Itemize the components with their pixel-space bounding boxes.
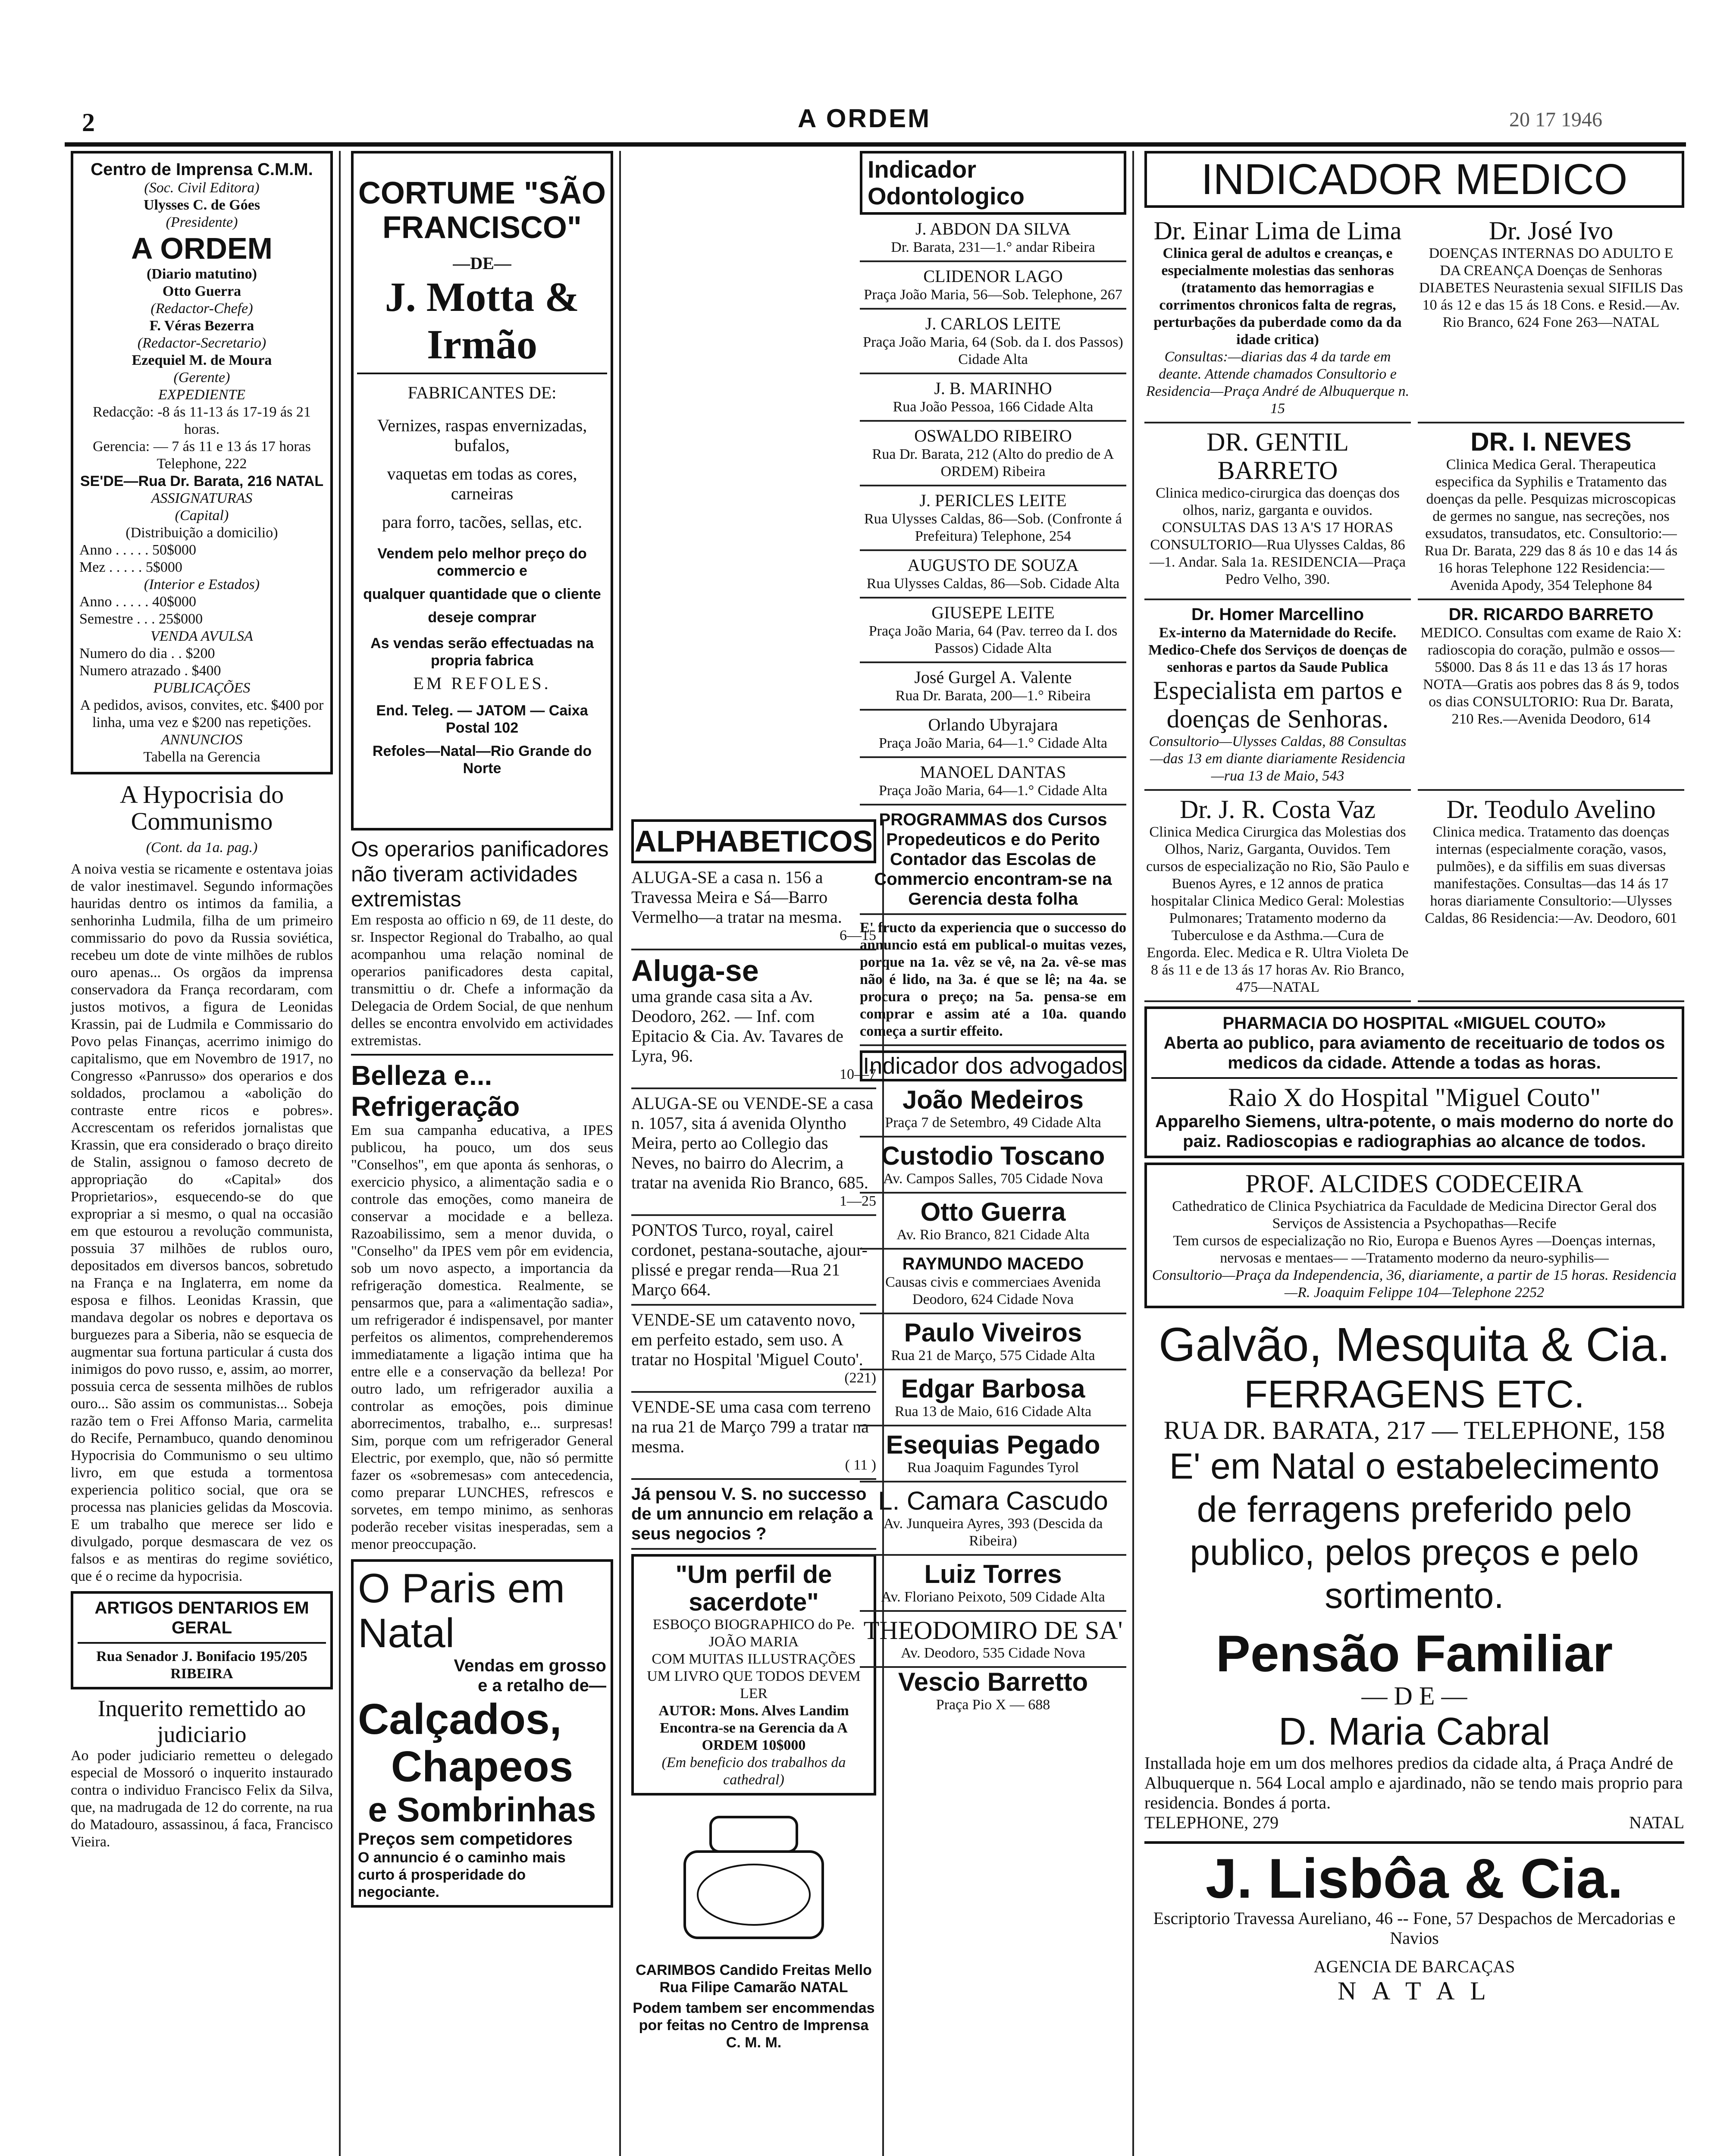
codeceira-office: Consultorio—Praça da Independencia, 36, diariamente, a partir de 15 horas. Residencia—R. Joaquim Felippe 104—Telephone 2252 (1152, 1267, 1677, 1300)
column-1 (65, 151, 341, 2156)
lawyer-3: Otto Guerra (920, 1197, 1066, 1226)
dental-directory-title: Indicador Odontologico (860, 151, 1126, 215)
stamp-ad (631, 1804, 876, 2051)
single-sale-heading: VENDA AVULSA (150, 628, 253, 644)
lawyer-3-address: Av. Rio Branco, 821 Cidade Alta (896, 1227, 1090, 1243)
dentist-9: José Gurgel A. Valente (914, 667, 1072, 687)
publications-text: A pedidos, avisos, convites, etc. $400 por linha, uma vez e $200 nas repetições. (80, 697, 324, 730)
dentist-3-address: Praça João Maria, 64 (Sob. da I. dos Passos) Cidade Alta (863, 334, 1123, 367)
tannery-sell-2: qualquer quantidade que o cliente (363, 586, 601, 602)
article-continued: (Cont. da 1a. pag.) (146, 840, 258, 856)
doctor-7: Dr. J. R. Costa Vaz (1180, 795, 1376, 824)
lawyer-8: L. Camara Cascudo (878, 1486, 1108, 1515)
book-price: Encontra-se na Gerencia da A ORDEM 10$000 (660, 1720, 848, 1753)
dentist-10-address: Praça João Maria, 64—1.° Cidade Alta (878, 735, 1108, 751)
doctor-1-specialty: Clinica geral de adultos e creanças, e especialmente molestias das senhoras (tratamento das hemorragias e corrimentos chronicos falta de regras, perturbações da puberdade como da da idade critica) (1153, 245, 1402, 348)
dental-ad-title: ARTIGOS DENTARIOS EM GERAL (94, 1598, 309, 1637)
lawyer-9: Luiz Torres (924, 1560, 1062, 1589)
classified-6-code: ( 11 ) (845, 1457, 876, 1473)
distribution-label: (Distribuição a domicilio) (125, 525, 278, 541)
tannery-line-3: para forro, tacões, sellas, etc. (382, 512, 583, 532)
lawyer-10: THEODOMIRO DE SA' (863, 1616, 1123, 1645)
issue-date: 20 17 1946 (1509, 108, 1602, 131)
lawyer-6: Edgar Barbosa (901, 1374, 1085, 1403)
dentist-7: AUGUSTO DE SOUZA (907, 555, 1079, 575)
pensao-owner: D. Maria Cabral (1278, 1710, 1551, 1753)
dentist-3: J. CARLOS LEITE (925, 314, 1061, 333)
secretary-name: F. Véras Bezerra (149, 318, 254, 334)
tannery-ad (351, 151, 613, 830)
galvao-ad (1144, 1317, 1684, 1617)
dentist-4: J. B. MARINHO (934, 379, 1052, 398)
book-author: AUTOR: Mons. Alves Landim (658, 1703, 849, 1719)
header-rule (65, 142, 1686, 147)
lawyer-9-address: Av. Floriano Peixoto, 509 Cidade Alta (881, 1589, 1105, 1605)
codeceira-ad (1144, 1163, 1684, 1308)
price-semester: Semestre . . . 25$000 (79, 611, 203, 627)
masthead-box (71, 151, 333, 774)
dentist-9-address: Rua Dr. Barata, 200—1.° Ribeira (895, 688, 1091, 704)
president-role: (Presidente) (166, 214, 238, 230)
dentist-1-address: Dr. Barata, 231—1.° andar Ribeira (891, 239, 1095, 255)
galvao-tagline: FERRAGENS ETC. (1244, 1373, 1585, 1416)
lawyer-10-address: Av. Deodoro, 535 Cidade Nova (901, 1645, 1085, 1661)
lawyer-1-address: Praça 7 de Setembro, 49 Cidade Alta (885, 1115, 1101, 1131)
stamp-text: CARIMBOS Candido Freitas Mello Rua Filipe Camarão NATAL (636, 1962, 872, 1996)
pensao-telephone: TELEPHONE, 279 (1144, 1813, 1279, 1832)
lawyer-7-address: Rua Joaquim Fagundes Tyrol (907, 1460, 1079, 1476)
expediente-heading: EXPEDIENTE (158, 387, 246, 403)
doctor-1-hours: Consultas:—diarias das 4 da tarde em deante. Attende chamados Consultorio e Residencia—Praça André de Albuquerque n. 15 (1146, 349, 1410, 417)
doctor-2-details: DOENÇAS INTERNAS DO ADULTO E DA CREANÇA Doenças de Senhoras DIABETES Neurastenia sexual SIFILIS Das 10 ás 12 e das 15 ás 18 Cons. e Resid.—Av. Rio Branco, 624 Fone 263—NATAL (1419, 245, 1683, 330)
codeceira-name: PROF. ALCIDES CODECEIRA (1245, 1169, 1583, 1198)
dentist-4-address: Rua João Pessoa, 166 Cidade Alta (893, 399, 1094, 415)
tannery-line-1: Vernizes, raspas envernizadas, bufalos, (377, 416, 587, 455)
lawyer-7: Esequias Pegado (886, 1430, 1100, 1459)
management-hours: Gerencia: — 7 ás 11 e 13 ás 17 horas (93, 439, 311, 454)
printer-sub: (Soc. Civil Editora) (144, 180, 260, 196)
classified-5: VENDE-SE um catavento novo, em perfeito estado, sem uso. A tratar no Hospital 'Miguel Couto'. (631, 1310, 863, 1369)
tannery-sell-1: Vendem pelo melhor preço do commercio e (377, 545, 587, 579)
paris-retail: e a retalho de— (478, 1676, 606, 1695)
dentist-5: OSWALDO RIBEIRO (914, 426, 1072, 445)
lawyer-11: Vescio Barretto (898, 1667, 1088, 1696)
tannery-owner: J. Motta & Irmão (385, 274, 580, 367)
doctor-4: DR. I. NEVES (1470, 427, 1632, 456)
lawyer-1: João Medeiros (902, 1085, 1084, 1114)
lawyer-11-address: Praça Pio X — 688 (936, 1697, 1050, 1713)
dentist-1: J. ABDON DA SILVA (915, 219, 1071, 238)
paris-title-2: Natal (358, 1610, 455, 1656)
printer-name: Centro de Imprensa C.M.M. (91, 160, 313, 179)
dentist-5-address: Rua Dr. Barata, 212 (Alto do predio de A ORDEM) Ribeira (872, 446, 1114, 479)
xray-text: Apparelho Siemens, ultra-potente, o mais moderno do norte do paiz. Radioscopias e radiographias ao alcance de todos. (1155, 1112, 1674, 1151)
lawyer-4: RAYMUNDO MACEDO (902, 1254, 1084, 1273)
column-4 (854, 151, 1134, 2156)
paris-prices: Preços sem competidores (358, 1830, 573, 1849)
doctor-8-details: Clinica medica. Tratamento das doenças internas (especialmente coração, vasos, pulmões), e da siffilis em suas diversas manifestações. Consultas—das 14 ás 17 horas diariamente Consultorio:—Ulysses Caldas, 86 Residencia:—Av. Deodoro, 601 (1425, 824, 1677, 926)
capital-label: (Capital) (175, 508, 229, 523)
price-today: Numero do dia . . $200 (79, 646, 215, 661)
interior-label: (Interior e Estados) (144, 577, 260, 592)
pharmacy-text: Aberta ao publico, para aviamento de receituario de todos os medicos da cidade. Attende a todas as horas. (1163, 1034, 1665, 1072)
column-3 (625, 819, 884, 2156)
address: SE'DE—Rua Dr. Barata, 216 NATAL (80, 473, 324, 489)
classified-3-code: 1—25 (840, 1193, 876, 1209)
lawyer-2: Custodio Toscano (881, 1141, 1105, 1170)
lisboa-city: N A T A L (1338, 1977, 1491, 2005)
paris-ad (351, 1559, 613, 1908)
tannery-title: CORTUME "SÃO FRANCISCO" (358, 176, 606, 245)
programs-notice: PROGRAMMAS dos Cursos Propedeuticos e do Perito Contador das Escolas de Commercio encontram-se na Gerencia desta folha (860, 805, 1126, 915)
doctor-5-specialty: Especialista em partos e doenças de Senhoras. (1153, 676, 1403, 733)
tannery-line-2: vaquetas em todas as cores, carneiras (387, 464, 577, 503)
book-illustrations: COM MUITAS ILLUSTRAÇÕES (652, 1651, 856, 1667)
classified-7: Já pensou V. S. no successo de um annuncio em relação a seus negocios ? (631, 1480, 876, 1550)
book-tagline: UM LIVRO QUE TODOS DEVEM LER (647, 1668, 861, 1702)
doctor-2: Dr. José Ivo (1489, 216, 1614, 245)
paris-wholesale: Vendas em grosso (454, 1656, 606, 1675)
pharmacy-title: PHARMACIA DO HOSPITAL «MIGUEL COUTO» (1222, 1014, 1606, 1033)
doctor-5-credentials: Ex-interno da Maternidade do Recife. Medico-Chefe dos Serviços de doenças de senhoras e partos da Saude Publica (1148, 625, 1407, 675)
paris-umbrellas: e Sombrinhas (368, 1790, 596, 1829)
paris-shoes: Calçados, (358, 1695, 562, 1743)
galvao-slogan: E' em Natal o estabelecimento de ferragens preferido pelo publico, pelos preços e pelo sortimento. (1169, 1446, 1660, 1616)
pensao-city: NATAL (1629, 1813, 1684, 1832)
doctor-8: Dr. Teodulo Avelino (1446, 795, 1656, 824)
classified-2-code: 10—7 (840, 1066, 876, 1082)
dentist-8: GIUSEPE LEITE (931, 603, 1055, 622)
publications-heading: PUBLICAÇÕES (153, 680, 251, 696)
book-subtitle: ESBOÇO BIOGRAPHICO do Pe. JOÃO MARIA (652, 1617, 855, 1650)
article-hypocrisia-title: A Hypocrisia do Communismo (119, 780, 284, 835)
telephone: Telephone, 222 (157, 456, 247, 472)
doctor-5: Dr. Homer Marcellino (1191, 605, 1364, 624)
tannery-sell-5: EM REFOLES. (413, 674, 551, 693)
dentist-11-address: Praça João Maria, 64—1.° Cidade Alta (878, 783, 1108, 799)
price-year-interior: Anno . . . . . 40$000 (79, 594, 197, 610)
lisboa-ad (1144, 1841, 1684, 2005)
belleza-title: Belleza e... Refrigeração (351, 1060, 520, 1122)
doctor-1: Dr. Einar Lima de Lima (1153, 216, 1402, 245)
classified-6: VENDE-SE uma casa com terreno na rua 21 de Março 799 a tratar na mesma. (631, 1397, 871, 1456)
book-ad (631, 1554, 876, 1796)
subscriptions-heading: ASSIGNATURAS (151, 490, 253, 506)
paper-sub: (Diario matutino) (147, 266, 257, 282)
classified-2: uma grande casa sita a Av. Deodoro, 262. — Inf. com Epitacio & Cia. Av. Tavares de Lyra, 96. (631, 987, 843, 1065)
manager-name: Ezequiel M. de Moura (132, 352, 272, 368)
dental-ad (71, 1591, 333, 1689)
dentist-7-address: Rua Ulysses Caldas, 86—Sob. Cidade Alta (866, 576, 1120, 592)
paris-title-1: O Paris em (358, 1565, 565, 1611)
ads-heading: ANNUNCIOS (161, 732, 243, 748)
dentist-6-address: Rua Ulysses Caldas, 86—Sob. (Confronte á Prefeitura) Telephone, 254 (864, 511, 1122, 544)
codeceira-credentials: Cathedratico de Clinica Psychiatrica da Faculdade de Medicina Director Geral dos Serviços de Assistencia a Psychopathas—Recife (1172, 1198, 1657, 1232)
doctor-4-details: Clinica Medica Geral. Therapeutica especifica da Syphilis e Tratamento das doenças da pelle. Pesquizas microscopicas de germes no sangue, nas secreções, nos exsudatos, transudatos, etc. Consultorio:—Rua Dr. Barata, 229 das 8 ás 10 e das 14 ás 16 horas Telephone 122 Residencia:—Avenida Apody, 354 Telephone 84 (1424, 457, 1678, 593)
lawyer-6-address: Rua 13 de Maio, 616 Cidade Alta (894, 1404, 1092, 1420)
xray-title: Raio X do Hospital "Miguel Couto" (1228, 1083, 1601, 1112)
tannery-contact: End. Teleg. — JATOM — Caixa Postal 102 (376, 702, 588, 736)
price-year-capital: Anno . . . . . 50$000 (79, 542, 197, 558)
paper-name: A ORDEM (131, 232, 273, 265)
redaction-hours: Redacção: -8 ás 11-13 ás 17-19 ás 21 horas. (93, 404, 311, 437)
medical-directory-title: INDICADOR MEDICO (1144, 151, 1684, 208)
column-2 (345, 151, 621, 2156)
lawyer-2-address: Av. Campos Salles, 705 Cidade Nova (883, 1171, 1103, 1187)
lawyers-title: Indicador dos advogados (860, 1050, 1126, 1081)
stamp-illustration-icon (659, 1804, 849, 1959)
ads-table-note: Tabella na Gerencia (143, 749, 260, 765)
pensao-de: — D E — (1361, 1682, 1467, 1710)
lawyer-5-address: Rua 21 de Março, 575 Cidade Alta (891, 1348, 1095, 1363)
price-month: Mez . . . . . 5$000 (79, 559, 182, 575)
inquiry-body: Ao poder judiciario remetteu o delegado especial de Mossoró o inquerito instaurado contra o individuo Francisco Felix da Silva, que, na madrugada de 12 do corrente, na rua do Matadouro, assassinou, á faca, Francisco Vieira. (71, 1748, 333, 1850)
editor-role: (Redactor-Chefe) (150, 301, 253, 317)
paris-hats: Chapeos (391, 1742, 573, 1791)
stamp-order-note: Podem tambem ser encommendas por feitas no Centro de Imprensa C. M. M. (633, 2000, 875, 2051)
book-title: "Um perfil de sacerdote" (675, 1561, 832, 1616)
classified-5-code: (221) (844, 1370, 876, 1386)
doctor-3: DR. GENTIL BARRETO (1206, 428, 1349, 485)
pensao-ad (1144, 1626, 1684, 1833)
lawyer-4-address: Causas civis e commerciaes Avenida Deodoro, 624 Cidade Nova (885, 1274, 1101, 1307)
lisboa-agency: AGENCIA DE BARCAÇAS (1313, 1957, 1515, 1976)
tannery-sell-4: As vendas serão effectuadas na propria fabrica (370, 635, 594, 669)
price-back-issue: Numero atrazado . $400 (79, 663, 221, 679)
dentist-11: MANOEL DANTAS (920, 762, 1066, 782)
inquiry-title: Inquerito remettido ao judiciario (97, 1695, 306, 1747)
dental-ad-address: Rua Senador J. Bonifacio 195/205 RIBEIRA (96, 1648, 307, 1682)
classified-4: PONTOS Turco, royal, cairel cordonet, pestana-soutache, ajour-plissé e pregar renda—Rua 21 Março 664. (631, 1220, 868, 1299)
classified-3: ALUGA-SE ou VENDE-SE a casa n. 1057, sita á avenida Olyntho Meira, perto ao Collegio das Neves, no bairro do Alecrim, a tratar na avenida Rio Branco, 685. (631, 1094, 874, 1192)
tannery-makers: FABRICANTES DE: (407, 383, 557, 402)
column-5 (1138, 151, 1690, 2156)
page-number: 2 (82, 108, 95, 137)
lawyer-8-address: Av. Junqueira Ayres, 393 (Descida da Ribeira) (883, 1516, 1103, 1549)
doctor-6-details: MEDICO. Consultas com exame de Raio X: radioscopia do coração, pulmão e ossos— 5$000. Das 8 ás 11 e das 13 ás 17 horas NOTA—Gratis aos pobres das 8 ás 9, todos os dias CONSULTORIO: Rua Dr. Barata, 210 Res.—Avenida Deodoro, 614 (1420, 625, 1682, 727)
lawyer-5: Paulo Viveiros (904, 1318, 1082, 1347)
galvao-name: Galvão, Mesquita & Cia. (1158, 1318, 1670, 1371)
classifieds-heading: ALPHABETICOS (631, 819, 876, 863)
pharmacy-ad (1144, 1006, 1684, 1158)
president-name: Ulysses C. de Góes (143, 197, 260, 213)
page-header (0, 0, 1711, 147)
operarios-body: Em resposta ao officio n 69, de 11 deste, do sr. Inspector Regional do Trabalho, ao qual acompanhou uma relação nominal de operarios panificadores desta capital, transmittiu o dr. Chefe a informação da Delegacia de Ordem Social, de que nenhum delles se encontra envolvido em actividades extremistas. (351, 912, 613, 1049)
dentist-10: Orlando Ubyrajara (928, 715, 1058, 734)
belleza-body: Em sua campanha educativa, a IPES publicou, ha pouco, um dos seus "Conselhos", em que aponta ás senhoras, o exercicio physico, a alimentação sadia e o controle das emoções, como maneira de conservar a mocidade e a belleza. Razoabilissimo, sem a menor duvida, o "Conselho" da IPES vem pôr em evidencia, sob um novo aspecto, a importancia da refrigeração domestica. Realmente, se pensarmos que, para a «alimentação sadia», um refrigerador é indispensavel, por manter perfeitos os alimentos, comprehenderemos immediatamente a ligação intima que ha entre elle e a conservação da belleza! Por outro lado, um refrigerador auxilia a controlar as emoções, pois diminue aborrecimentos, trabalho, e... surpresas! Sim, porque com um refrigerador General Electric, por exemplo, que, não só permitte fazer os «sobremesas» com antecedencia, como preparar LUNCHES, refrescos e sorvetes, em tempo minimo, as senhoras poderão receber visitas inesperadas, sem a menor preoccupação. (351, 1122, 613, 1552)
doctor-7-details: Clinica Medica Cirurgica das Molestias dos Olhos, Nariz, Garganta, Ouvidos. Tem cursos de especialização no Rio, São Paulo e Buenos Ayres, e 12 annos de pratica hospitalar Clinica Medico Geral: Molestias Pulmonares; Tratamento moderno da Tuberculose e da Asthma.—Cura de Engorda. Elec. Medica e R. Ultra Violeta De 8 ás 11 e de 13 ás 17 horas Av. Rio Branco, 475—NATAL (1146, 824, 1409, 995)
dentist-2: CLIDENOR LAGO (923, 266, 1063, 286)
pensao-name: Pensão Familiar (1216, 1625, 1613, 1683)
lisboa-name: J. Lisbôa & Cia. (1205, 1847, 1623, 1910)
doctor-5-hours: Consultorio—Ulysses Caldas, 88 Consultas—das 13 em diante diariamente Residencia—rua 13 de Maio, 543 (1149, 733, 1407, 784)
classified-1-code: 6—15 (840, 928, 876, 943)
lisboa-office: Escriptorio Travessa Aureliano, 46 -- Fone, 57 Despachos de Mercadorias e Navios (1153, 1908, 1676, 1948)
tannery-sell-3: deseje comprar (428, 609, 536, 626)
paris-slogan: O annuncio é o caminho mais curto á prosperidade do negociante. (358, 1849, 566, 1900)
operarios-title: Os operarios panificadores não tiveram actividades extremistas (351, 837, 609, 911)
article-hypocrisia-body: A noiva vestia se ricamente e ostentava joias de valor inestimavel. Segundo informações hauridas dentro os intimos da familia, a senhorinha Ludmila, filha de um primeiro commissario do povo da Russia soviética, recebeu um dote de vinte milhões de rublos ouro apenas... Os orgãos da imprensa conservadora da França recordaram, com justos motivos, a figura de Leonidas Krassin, pai de Ludmila e Commissario do Povo pelas Finanças, acerrimo inimigo do capitalismo, que em Novembro de 1917, no Congresso «Panrusso» dos operarios e dos soldados, proclamou a «abolição do contraste entre ricos e pobres». Accrescentam os referidos jornalistas que Krassin, que era considerado o braço direito de Stalin, assignou o famoso decreto de appropriação do «Capital» dos Proprietarios», esquecendo-se do que expropriar a si mesmo, o qual na occasião em que estourou a revolução communista, possuia 37 milhões de rublos ouro, depositados em diversos bancos, sobretudo na França e na Inglaterra, em nome da esposa e filhos. Leonidas Krassin, que mandava degolar os nobres e deportava os burguezes para a Siberia, não se esquecia de augmentar sua fortuna particular á custa dos inimigos do povo russo, e, assim, ao morrer, possuia cerca de sessenta milhões de rublos ouro... São assim os communistas... Sobeja razão tem o Frei Affonso Maria, carmelita do Recife, Pernambuco, quando denominou Hypocrisia do Communismo o seu ultimo livro, em que estuda a tormentosa experiencia politico social, que ora se processa nas planicies gelidas da Moscovia. E um trabalho que merece ser lido e divulgado, porque desmascara de vez os falsos e as mentiras do regime soviético, que é o recime da hypocrisia. (71, 861, 333, 1584)
ad-experience-note: E' fructo da experiencia que o successo do annuncio está em publical-o muitas vezes, porque na 1a. vêz se vê, na 2a. vê-se mas não é lido, na 3a. é que se lê; na 4a. se procura o preço; na 5a. pensa-se em comprar e assim até a 10a. quando começa a surtir effeito. (860, 915, 1126, 1046)
pensao-text: Installada hoje em um dos melhores predios da cidade alta, á Praça André de Albuquerque n. 564 Local amplo e ajardinado, não se tendo mais proprio para residencia. Bondes á porta. (1144, 1753, 1683, 1812)
tannery-place: Refoles—Natal—Rio Grande do Norte (372, 743, 592, 777)
secretary-role: (Redactor-Secretario) (137, 335, 266, 351)
codeceira-courses: Tem cursos de especialização no Rio, Europa e Buenos Ayres —Doenças internas, nervosas e mentaes— —Tratamento moderno da neuro-syphilis— (1173, 1233, 1656, 1266)
classified-1: ALUGA-SE a casa n. 156 a Travessa Meira e Sá—Barro Vermelho—a tratar na mesma. (631, 868, 842, 927)
tannery-de: —DE— (453, 254, 511, 273)
galvao-address: RUA DR. BARATA, 217 — TELEPHONE, 158 (1163, 1416, 1665, 1445)
doctor-3-details: Clinica medico-cirurgica das doenças dos olhos, nariz, garganta e ouvidos. CONSULTAS DAS 13 A'S 17 HORAS CONSULTORIO—Rua Ulysses Caldas, 86—1. Andar. Sala 1a. RESIDENCIA—Praça Pedro Velho, 390. (1150, 485, 1406, 587)
dentist-6: J. PERICLES LEITE (919, 491, 1067, 510)
masthead: A ORDEM (798, 104, 931, 133)
editor-name: Otto Guerra (162, 283, 241, 299)
dentist-2-address: Praça João Maria, 56—Sob. Telephone, 267 (864, 287, 1122, 303)
dentist-8-address: Praça João Maria, 64 (Pav. terreo da I. dos Passos) Cidade Alta (868, 623, 1118, 656)
doctor-6: DR. RICARDO BARRETO (1448, 605, 1654, 624)
book-benefit: (Em beneficio dos trabalhos da cathedral) (661, 1755, 846, 1788)
manager-role: (Gerente) (173, 370, 230, 385)
classified-2-head: Aluga-se (631, 954, 759, 987)
